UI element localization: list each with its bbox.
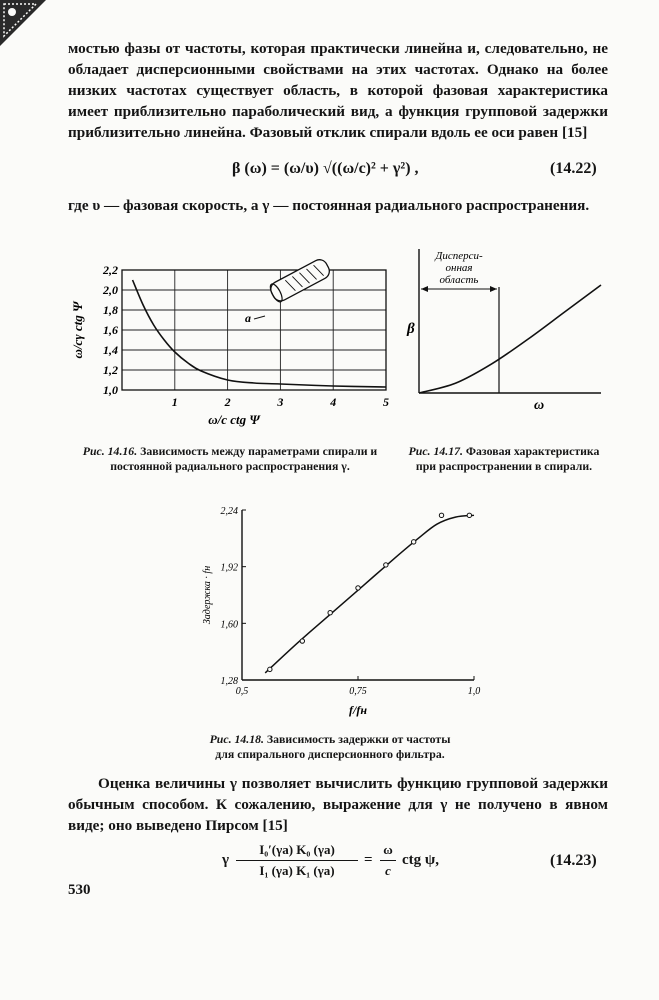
y-tick-label: 1,92 [220,562,238,574]
eq23-prefix: γ [222,852,230,868]
data-point [300,639,304,643]
y-tick-label: 2,2 [103,263,118,277]
figure-14-16-caption-label: Рис. 14.16. [82,444,138,458]
corner-ornament [0,0,46,46]
figure-14-18-caption [150,732,510,762]
figure-14-18-chart [190,500,490,722]
paragraph-3: Оценка величины γ позволяет вычислить функцию групповой задержки обычным способом. К сожалению, выражение для γ не получено в явном виде; оно выведено Пирсом [15] [68,775,608,834]
figure-14-17-caption [408,444,600,474]
y-axis-label: ω/cγ ctg Ψ [70,301,85,359]
region-label-line1: Дисперси- [435,250,483,262]
x-tick-label: 0,75 [349,686,367,697]
data-point [439,513,443,517]
series-phase [419,285,601,393]
x-tick-label: 5 [383,395,389,409]
region-label-line2: онная [445,262,473,274]
series-fit-line [265,515,474,673]
x-tick-label: 0,5 [235,686,249,697]
data-point [411,540,415,544]
x-axis-label: ω/c ctg Ψ [208,412,260,427]
y-tick-label: 2,24 [220,506,238,517]
x-tick-label: 2 [224,395,231,409]
helix-inset [268,258,332,304]
arrow-head-right [490,286,497,292]
data-point [268,667,272,671]
inset-pointer [254,316,265,319]
x-axis-label: ω [534,398,545,413]
data-point [467,513,471,517]
figure-14-18-caption-line1: Зависимость задержки от частоты [266,732,451,746]
y-tick-label: 1,6 [103,323,118,337]
paragraph-2: где υ — фазовая скорость, а γ — постоянная радиального распространения. [68,197,590,214]
figure-14-18-caption-label: Рис. 14.18. [209,732,264,746]
x-axis-label: f/fн [349,703,367,717]
y-tick-label: 1,60 [220,619,238,631]
arrow-head-left [421,286,428,292]
eq23-frac-den: c [385,863,391,878]
helix-cylinder [268,258,332,304]
eq23-suffix: ctg ψ, [402,852,439,868]
y-axis-label: β [407,321,415,337]
y-tick-label: 2,0 [103,283,118,297]
eq23-equals: = [364,852,373,868]
eq23-frac-num: ω [380,842,396,861]
figure-14-17-caption-label: Рис. 14.17. [408,444,463,458]
x-tick-label: 3 [277,395,284,409]
figure-14-18-caption-line2: для спирального дисперсионного фильтра. [215,747,445,761]
region-label-line3: область [439,274,479,286]
figure-14-17-caption-text: Фазовая характеристика при распространении в спирали. [415,444,600,473]
x-tick-label: 4 [330,395,337,409]
y-tick-label: 1,28 [220,676,238,687]
data-point [328,611,332,615]
figure-14-17-chart [405,245,605,415]
page-number: 530 [68,882,91,898]
figure-14-16-chart [68,258,398,430]
equation-14-22: β (ω) = (ω/υ) √((ω/c)² + γ²) , [232,160,419,177]
y-tick-label: 1,4 [103,343,118,357]
eq23-denominator: I₁ (γa) K₁ (γa) [259,863,335,878]
y-tick-label: 1,2 [103,363,118,377]
y-tick-label: 1,8 [103,303,118,317]
data-point [384,563,388,567]
inset-label: a [245,311,251,325]
figure-14-16-caption-text: Зависимость между параметрами спирали и постоянной радиального распространения γ. [110,444,378,473]
y-axis-label: Задержка · fн [202,565,213,625]
series-curve [133,280,386,387]
equation-14-23-number: (14.23) [550,852,597,869]
equation-14-22-number: (14.22) [550,160,597,177]
data-point [356,586,360,590]
paragraph-1: мостью фазы от частоты, которая практически линейна и, следовательно, не обладает дисперсионными свойствами на этих частотах. Однако на более низких частотах существует область, в которой фазовая характеристика имеет приблизительно параболический вид, а функция групповой задержки приблизительно линейна. Фазовый отклик спирали вдоль ее оси равен [15] [68,40,608,141]
y-tick-label: 1,0 [103,383,118,397]
figure-14-16-caption [70,444,390,474]
eq23-numerator: I₀′(γa) K₀ (γa) [236,842,358,861]
x-tick-label: 1,0 [467,686,481,697]
x-tick-label: 1 [171,395,178,409]
